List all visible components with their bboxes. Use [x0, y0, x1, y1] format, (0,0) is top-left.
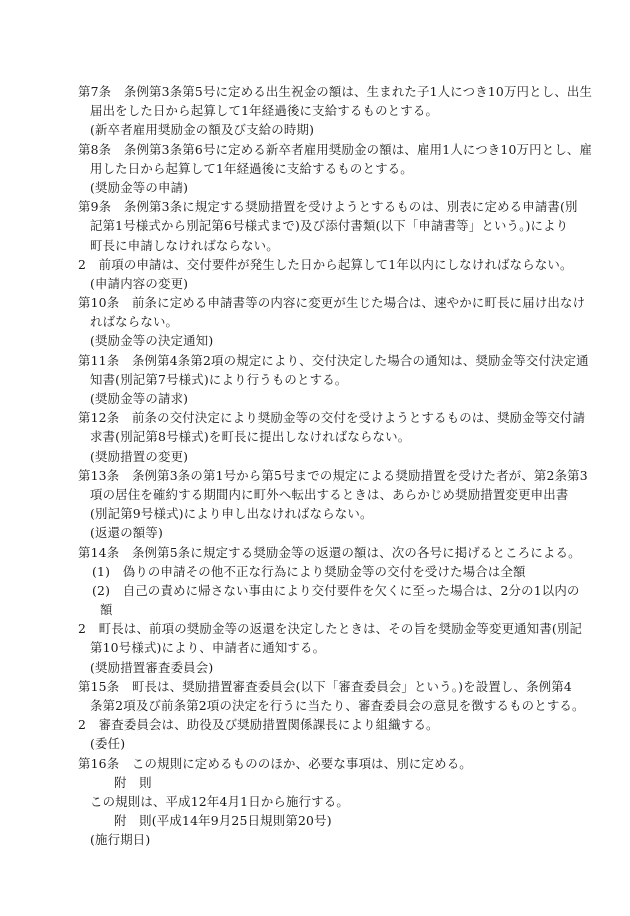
heading-application: (奨励金等の申請): [90, 179, 189, 195]
heading-review-committee: (奨励措置審査委員会): [90, 659, 214, 675]
heading-measure-change: (奨励措置の変更): [90, 448, 189, 464]
supplementary-provisions-heading: 附 則: [114, 774, 152, 790]
article-8-line-2: 用した日から起算して1年経過後に支給するものとする。: [90, 160, 413, 176]
heading-delegation: (委任): [90, 736, 126, 752]
article-10-line-1: 第10条 前条に定める申請書等の内容に変更が生じた場合は、速やかに町長に届け出なけ: [78, 295, 586, 311]
article-10-line-2: ればならない。: [90, 314, 179, 330]
article-15-paragraph-2: 2 審査委員会は、助役及び奨励措置関係課長により組織する。: [78, 717, 439, 733]
article-7-line-1: 第7条 条例第3条第5号に定める出生祝金の額は、生まれた子1人につき10万円とし、出生: [78, 84, 593, 99]
article-15-line-2: 条第2項及び前条第2項の決定を行うに当たり、審査委員会の意見を徴するものとする。: [90, 698, 585, 713]
article-14-paragraph-2-line-2: 第10号様式)により、申請者に通知する。: [90, 640, 326, 656]
article-11-line-1: 第11条 条例第4条第2項の規定により、交付決定した場合の通知は、奨励金等交付決定通: [78, 352, 589, 368]
regulation-text: [78, 82, 593, 850]
article-13-line-1: 第13条 条例第3条の第1号から第5号までの規定による奨励措置を受けた者が、第2条第3: [78, 467, 588, 483]
article-8-line-1: 第8条 条例第3条第6号に定める新卒者雇用奨励金の額は、雇用1人につき10万円とし、雇: [78, 141, 593, 157]
article-9-line-2: 記第1号様式から別記第6号様式まで)及び添付書類(以下「申請書等」という。)により: [90, 218, 569, 234]
heading-claim: (奨励金等の請求): [90, 391, 189, 406]
heading-application-change: (申請内容の変更): [90, 275, 189, 291]
article-15-line-1: 第15条 町長は、奨励措置審査委員会(以下「審査委員会」という。)を設置し、条例第4: [78, 678, 572, 694]
supplementary-provisions-text: この規則は、平成12年4月1日から施行する。: [90, 793, 349, 809]
article-14-line-1: 第14条 条例第5条に規定する奨励金等の返還の額は、次の各号に掲げるところによる。: [78, 544, 581, 560]
article-11-line-2: 知書(別記第7号様式)により行うものとする。: [90, 371, 348, 387]
article-12-line-1: 第12条 前条の交付決定により奨励金等の交付を受けようとするものは、奨励金等交付請: [78, 410, 586, 426]
article-13-line-3: (別記第9号様式)により申し出なければならない。: [90, 506, 373, 522]
article-7-line-2: 届出をした日から起算して1年経過後に支給するものとする。: [90, 103, 439, 119]
heading-decision-notice: (奨励金等の決定通知): [90, 333, 214, 349]
article-14-item-2-cont: 額: [100, 602, 113, 618]
heading-effective-date: (施行期日): [90, 832, 151, 848]
article-12-line-2: 求書(別記第8号様式)を町長に提出しなければならない。: [90, 429, 411, 445]
article-14-item-2: (2) 自己の責めに帰さない事由により交付要件を欠くに至った場合は、2分の1以内の: [92, 582, 580, 598]
article-9-paragraph-2: 2 前項の申請は、交付要件が発生した日から起算して1年以内にしなければならない。: [78, 256, 573, 272]
article-13-line-2: 項の居住を確約する期間内に町外へ転出するときは、あらかじめ奨励措置変更申出書: [90, 486, 569, 502]
article-14-item-1: (1) 偽りの申請その他不正な行為により奨励金等の交付を受けた場合は全額: [92, 563, 526, 579]
article-9-line-3: 町長に申請しなければならない。: [90, 237, 279, 253]
heading-refund: (返還の額等): [90, 525, 164, 541]
article-9-line-1: 第9条 条例第3条に規定する奨励措置を受けようとするものは、別表に定める申請書(別: [78, 199, 578, 215]
article-14-paragraph-2-line-1: 2 町長は、前項の奨励金等の返還を決定したときは、その旨を奨励金等変更通知書(別記: [78, 621, 583, 637]
heading-new-graduate-subsidy: (新卒者雇用奨励金の額及び支給の時期): [90, 122, 315, 138]
supplementary-provisions-2002-heading: 附 則(平成14年9月25日規則第20号): [114, 813, 332, 829]
article-16-line-1: 第16条 この規則に定めるもののほか、必要な事項は、別に定める。: [78, 755, 472, 771]
